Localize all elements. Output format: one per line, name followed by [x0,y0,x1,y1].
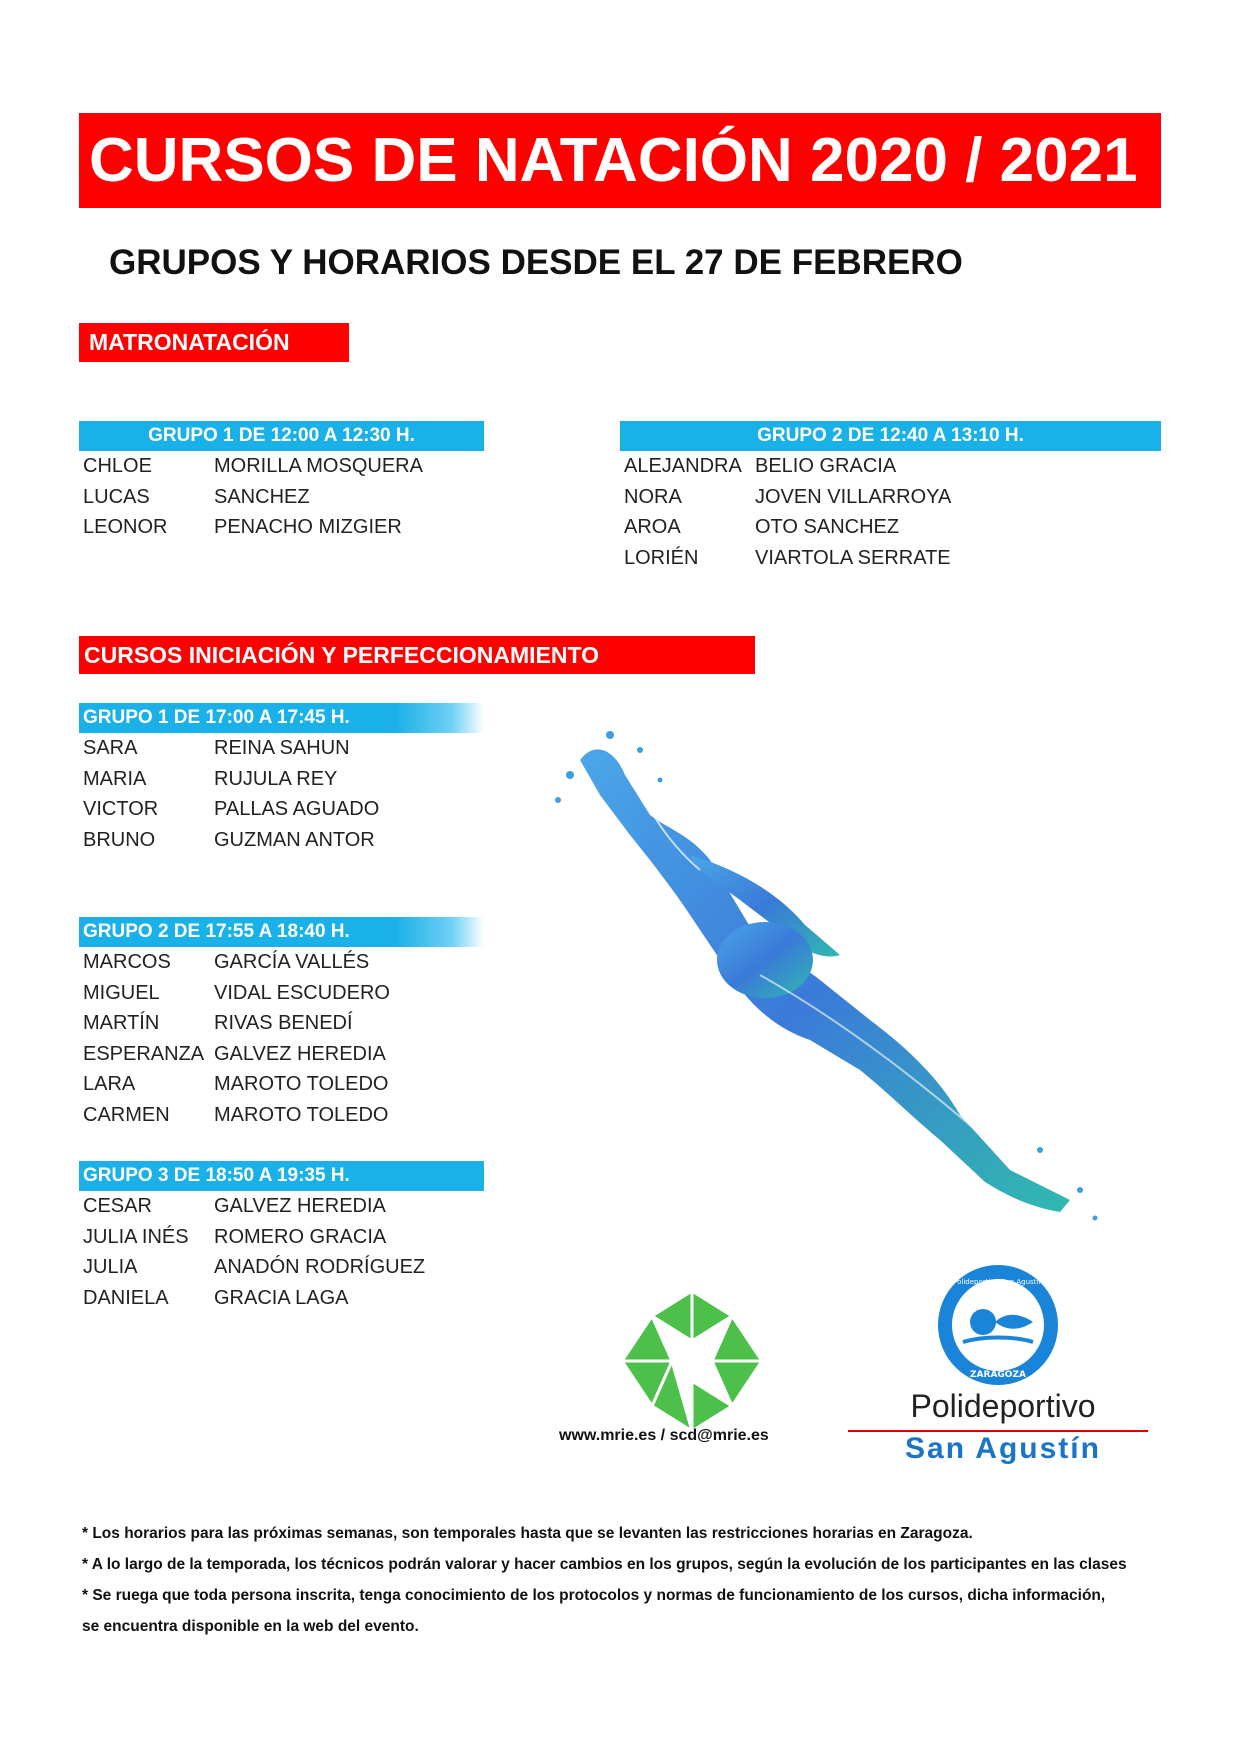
list-item [79,1069,484,1100]
footnote: * Se ruega que toda persona inscrita, tenga conocimiento de los protocolos y normas de funcionamiento de los cursos, dicha información, [82,1587,1106,1604]
last-name: GARCÍA VALLÉS [214,951,370,973]
contact-text: www.mrie.es / scd@mrie.es [559,1427,769,1444]
list-item [79,451,484,482]
member-list [79,1191,484,1313]
last-name: REINA SAHUN [214,737,350,759]
group-heading: GRUPO 2 DE 12:40 A 13:10 H. [620,421,1161,451]
last-name: GRACIA LAGA [214,1286,349,1309]
swimmer-illustration [540,720,1120,1230]
first-name: AROA [624,516,681,538]
list-item [79,947,484,978]
list-item [79,512,484,543]
last-name: ROMERO GRACIA [214,1225,387,1248]
first-name: NORA [624,485,682,508]
first-name: DANIELA [83,1286,169,1309]
last-name: PENACHO MIZGIER [214,516,402,538]
group-heading: GRUPO 2 DE 17:55 A 18:40 H. [79,917,484,947]
first-name: BRUNO [83,828,156,851]
list-item [79,1191,484,1222]
first-name: ESPERANZA [83,1042,205,1065]
last-name: VIDAL ESCUDERO [214,981,390,1004]
first-name: LUCAS [83,485,150,508]
first-name: MARCOS [83,951,171,973]
ini-group-3 [79,1161,484,1313]
last-name: GALVEZ HEREDIA [214,1195,386,1217]
last-name: JOVEN VILLARROYA [755,485,952,508]
last-name: SANCHEZ [214,485,310,508]
member-list [79,451,484,543]
polideportivo-word: Polideportivo [910,1388,1096,1424]
last-name: MAROTO TOLEDO [214,1103,389,1126]
member-list [79,733,484,855]
first-name: CARMEN [83,1103,170,1126]
list-item [79,1100,484,1131]
emblem-ring-text: Polideportivo San Agustín [953,1278,1043,1286]
list-item [79,1252,484,1283]
polideportivo-logo [843,1260,1163,1465]
first-name: CESAR [83,1195,152,1217]
mrie-logo [612,1286,772,1436]
footnote: * Los horarios para las próximas semanas, son temporales hasta que se levanten las restricciones horarias en Zaragoza. [82,1525,973,1542]
ini-group-1 [79,703,484,855]
list-item [79,1039,484,1070]
last-name: RIVAS BENEDÍ [214,1012,353,1034]
first-name: MARTÍN [83,1012,160,1034]
list-item [79,1283,484,1314]
list-item [79,825,484,856]
last-name: MORILLA MOSQUERA [214,455,423,477]
first-name: SARA [83,737,138,759]
first-name: CHLOE [83,455,152,477]
list-item [79,482,484,513]
list-item [79,764,484,795]
matro-group-2 [620,421,1161,573]
ini-group-2 [79,917,484,1130]
first-name: VICTOR [83,798,159,820]
member-list [79,947,484,1130]
footnote: se encuentra disponible en la web del evento. [82,1618,419,1635]
list-item [79,1222,484,1253]
last-name: RUJULA REY [214,767,338,790]
last-name: GUZMAN ANTOR [214,828,375,851]
last-name: ANADÓN RODRÍGUEZ [214,1256,426,1278]
polideportivo-name: San Agustín [905,1432,1101,1465]
first-name: LORIÉN [624,546,699,569]
first-name: MIGUEL [83,981,160,1004]
group-heading: GRUPO 1 DE 17:00 A 17:45 H. [79,703,484,733]
page-title: CURSOS DE NATACIÓN 2020 / 2021 [79,113,1161,208]
first-name: LARA [83,1073,136,1095]
emblem-city: ZARAGOZA [970,1370,1026,1380]
section-iniciacion: CURSOS INICIACIÓN Y PERFECCIONAMIENTO [79,636,755,674]
first-name: ALEJANDRA [624,455,742,477]
group-heading: GRUPO 3 DE 18:50 A 19:35 H. [79,1161,484,1191]
last-name: MAROTO TOLEDO [214,1073,389,1095]
first-name: LEONOR [83,516,168,538]
first-name: JULIA [83,1256,138,1278]
list-item [620,451,1161,482]
last-name: VIARTOLA SERRATE [755,546,951,569]
page-subtitle: GRUPOS Y HORARIOS DESDE EL 27 DE FEBRERO [109,243,963,282]
list-item [79,1008,484,1039]
footnote: * A lo largo de la temporada, los técnicos podrán valorar y hacer cambios en los grupos, según la evolución de los participantes en las clases [82,1556,1127,1573]
last-name: PALLAS AGUADO [214,798,380,820]
list-item [79,978,484,1009]
group-heading: GRUPO 1 DE 12:00 A 12:30 H. [79,421,484,451]
polideportivo-emblem [933,1260,1063,1390]
member-list [620,451,1161,573]
matro-group-1 [79,421,484,543]
section-matronatacion: MATRONATACIÓN [79,323,349,362]
list-item [79,733,484,764]
last-name: BELIO GRACIA [755,455,897,477]
list-item [620,543,1161,574]
first-name: JULIA INÉS [83,1225,189,1248]
list-item [79,794,484,825]
list-item [620,512,1161,543]
last-name: GALVEZ HEREDIA [214,1042,386,1065]
first-name: MARIA [83,767,147,790]
footnotes [82,1518,1162,1642]
last-name: OTO SANCHEZ [755,516,900,538]
list-item [620,482,1161,513]
